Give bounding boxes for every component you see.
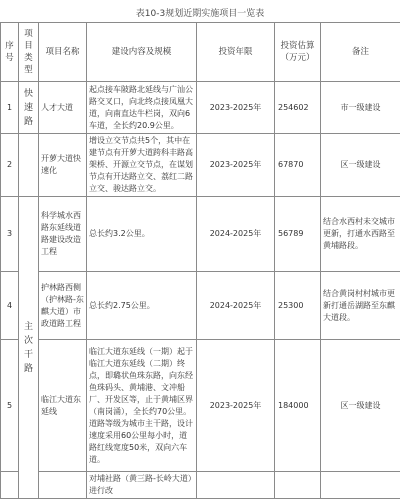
row-no: 2: [1, 134, 19, 197]
header-content: 建设内容及规模: [87, 23, 197, 82]
row-no: 3: [1, 197, 19, 272]
category-express-cont: [19, 134, 39, 197]
row-invest: [275, 472, 321, 499]
table-row: [1, 134, 400, 197]
row-name: 临江大道东延线: [39, 340, 87, 472]
row-period: 2023-2025年: [197, 340, 275, 472]
row-invest: 184000: [275, 340, 321, 472]
table-title: 表10-3规划近期实施项目一览表: [0, 6, 400, 19]
row-invest: 67870: [275, 134, 321, 197]
row-no: 4: [1, 272, 19, 340]
row-period: [197, 472, 275, 499]
header-period: 投资年限: [197, 23, 275, 82]
header-name: 项目名称: [39, 23, 87, 82]
row-invest: 56789: [275, 197, 321, 272]
row-name: 科学城水西路东延线道路建设改造工程: [39, 197, 87, 272]
row-period: 2023-2025年: [197, 134, 275, 197]
row-period: 2024-2025年: [197, 272, 275, 340]
row-no: 1: [1, 82, 19, 134]
row-content: 总长约3.2公里。: [87, 197, 197, 272]
row-note: 市一级建设: [321, 82, 400, 134]
row-content: 对埔社路（黄三路-长岭大道）进行改: [87, 472, 197, 499]
row-note: 区一级建设: [321, 340, 400, 472]
row-name: 开萝大道快速化: [39, 134, 87, 197]
row-period: 2023-2025年: [197, 82, 275, 134]
table-row: [1, 272, 400, 340]
table-row: [1, 82, 400, 134]
row-no: [1, 472, 19, 499]
project-table: [0, 22, 400, 499]
row-invest: 254602: [275, 82, 321, 134]
header-note: 备注: [321, 23, 400, 82]
row-note: [321, 472, 400, 499]
row-name: 护林路西侧（护林路-东麒大道）市政道路工程: [39, 272, 87, 340]
header-row: [1, 23, 400, 82]
row-period: 2024-2025年: [197, 197, 275, 272]
row-note: 区一级建设: [321, 134, 400, 197]
row-content: 总长约2.75公里。: [87, 272, 197, 340]
row-invest: 25300: [275, 272, 321, 340]
header-no: 序号: [1, 23, 19, 82]
table-row: [1, 472, 400, 499]
table-row: [1, 340, 400, 472]
row-note: 结合黄岗村村城市更新打通岳湖路至东麒大道段。: [321, 272, 400, 340]
header-type: 项目类型: [19, 23, 39, 82]
category-arterial: 主次干路: [19, 197, 39, 499]
row-name: [39, 472, 87, 499]
row-no: 5: [1, 340, 19, 472]
row-content: 增设立交节点共5个，其中在建节点有开萝大道跨科丰路高架桥、开源立交节点，在谋划节点有开达路立交、荔红二路立交、骏达路立交。: [87, 134, 197, 197]
row-name: 人才大道: [39, 82, 87, 134]
table-row: [1, 197, 400, 272]
row-content: 临江大道东延线（一期）起于临江大道东延线（二期）终点，即璐状鱼珠东路，向东经鱼珠码头、黄埔港、文冲船厂、开发区等，止于黄埔区界（南岗涌），全长约70公里。道路等级为城市主干路，设计速度采用60公里每小时，道路红线宽度50米，双向六车道。: [87, 340, 197, 472]
header-invest: 投资估算（万元）: [275, 23, 321, 82]
row-note: 结合水西村未交城市更新，打通水西路至黄埔路段。: [321, 197, 400, 272]
category-express: 快速路: [19, 82, 39, 134]
row-content: 起点接车陂路北延线与广汕公路交叉口，向北终点接凤凰大道，向南直达牛栏岗，双向6车道，全长约20.9公里。: [87, 82, 197, 134]
